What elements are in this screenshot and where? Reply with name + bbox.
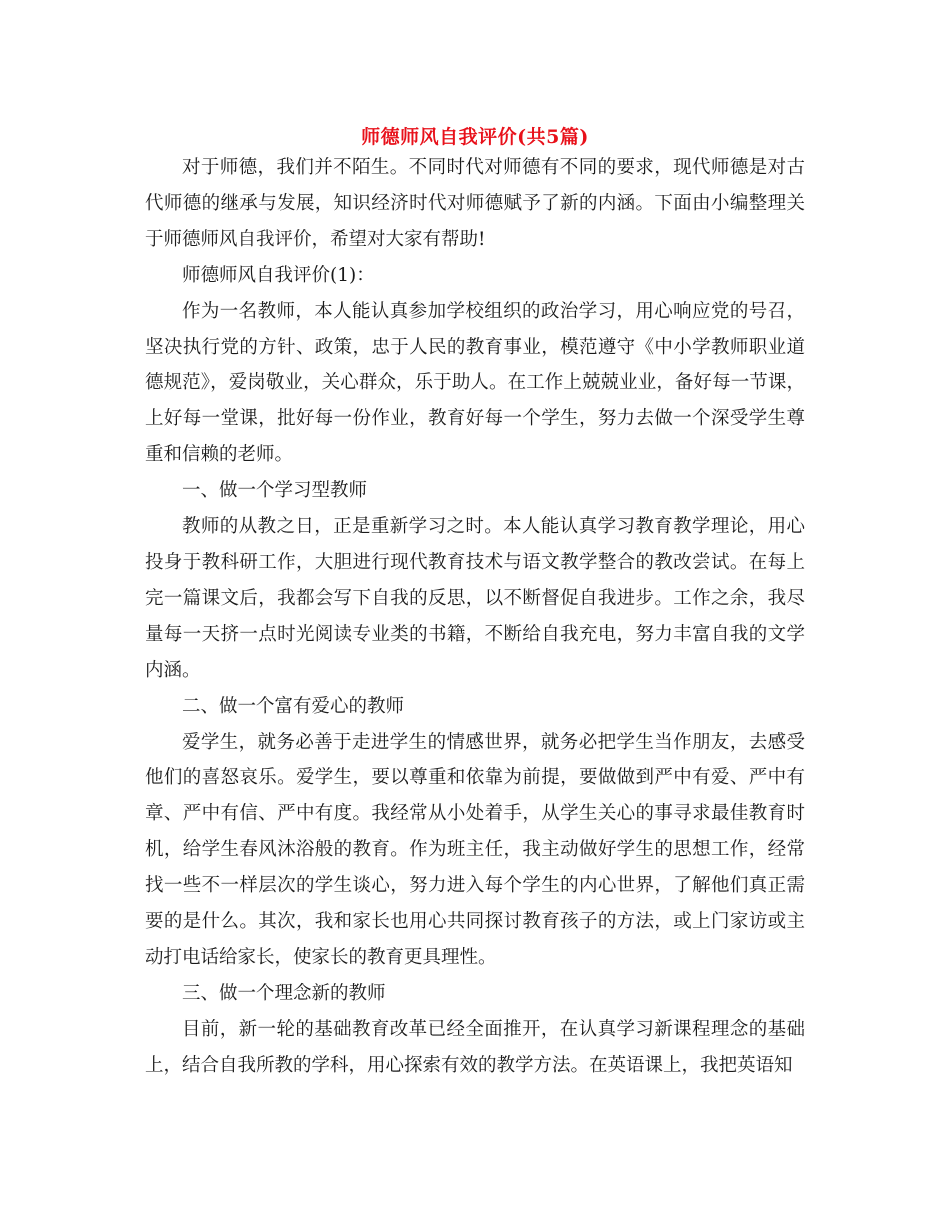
intro-paragraph: 对于师德，我们并不陌生。不同时代对师德有不同的要求，现代师德是对古代师德的继承与发展，知识经济时代对师德赋予了新的内涵。下面由小编整理关于师德师风自我评价，希望对大家有帮助! xyxy=(145,157,805,250)
paragraph-caring-teacher: 爱学生，就务必善于走进学生的情感世界，就务必把学生当作朋友，去感受他们的喜怒哀乐。爱学生，要以尊重和依靠为前提，要做做到严中有爱、严中有章、严中有信、严中有度。我经常从小处着手，从学生关心的事寻求最佳教育时机，给学生春风沐浴般的教育。作为班主任，我主动做好学生的思想工作，经常找一些不一样层次的学生谈心，努力进入每个学生的内心世界，了解他们真正需要的是什么。其次，我和家长也用心共同探讨教育孩子的方法，或上门家访或主动打电话给家长，使家长的教育更具理性。 xyxy=(145,731,805,968)
paragraph-learning-teacher: 教师的从教之日，正是重新学习之时。本人能认真学习教育教学理论，用心投身于教科研工作，大胆进行现代教育技术与语文教学整合的教改尝试。在每上完一篇课文后，我都会写下自我的反思，以不断督促自我进步。工作之余，我尽量每一天挤一点时光阅读专业类的书籍，不断给自我充电，努力丰富自我的文学内涵。 xyxy=(145,516,805,681)
heading-learning-teacher: 一、做一个学习型教师 xyxy=(182,480,368,502)
paragraph-new-concept-teacher: 目前，新一轮的基础教育改革已经全面推开，在认真学习新课程理念的基础上，结合自我所教的学科，用心探索有效的教学方法。在英语课上，我把英语知 xyxy=(145,1018,805,1076)
section-title: 师德师风自我评价(1)： xyxy=(182,264,375,286)
document-body xyxy=(145,150,805,1084)
section-intro-paragraph: 作为一名教师，本人能认真参加学校组织的政治学习，用心响应党的号召，坚决执行党的方针、政策，忠于人民的教育事业，模范遵守《中小学教师职业道德规范》，爱岗敬业，关心群众，乐于助人。在工作上兢兢业业，备好每一节课，上好每一堂课，批好每一份作业，教育好每一个学生，努力去做一个深受学生尊重和信赖的老师。 xyxy=(145,300,805,466)
heading-new-concept-teacher: 三、做一个理念新的教师 xyxy=(182,982,386,1004)
document-title: 师德师风自我评价(共5篇) xyxy=(361,126,589,148)
heading-caring-teacher: 二、做一个富有爱心的教师 xyxy=(182,695,405,717)
